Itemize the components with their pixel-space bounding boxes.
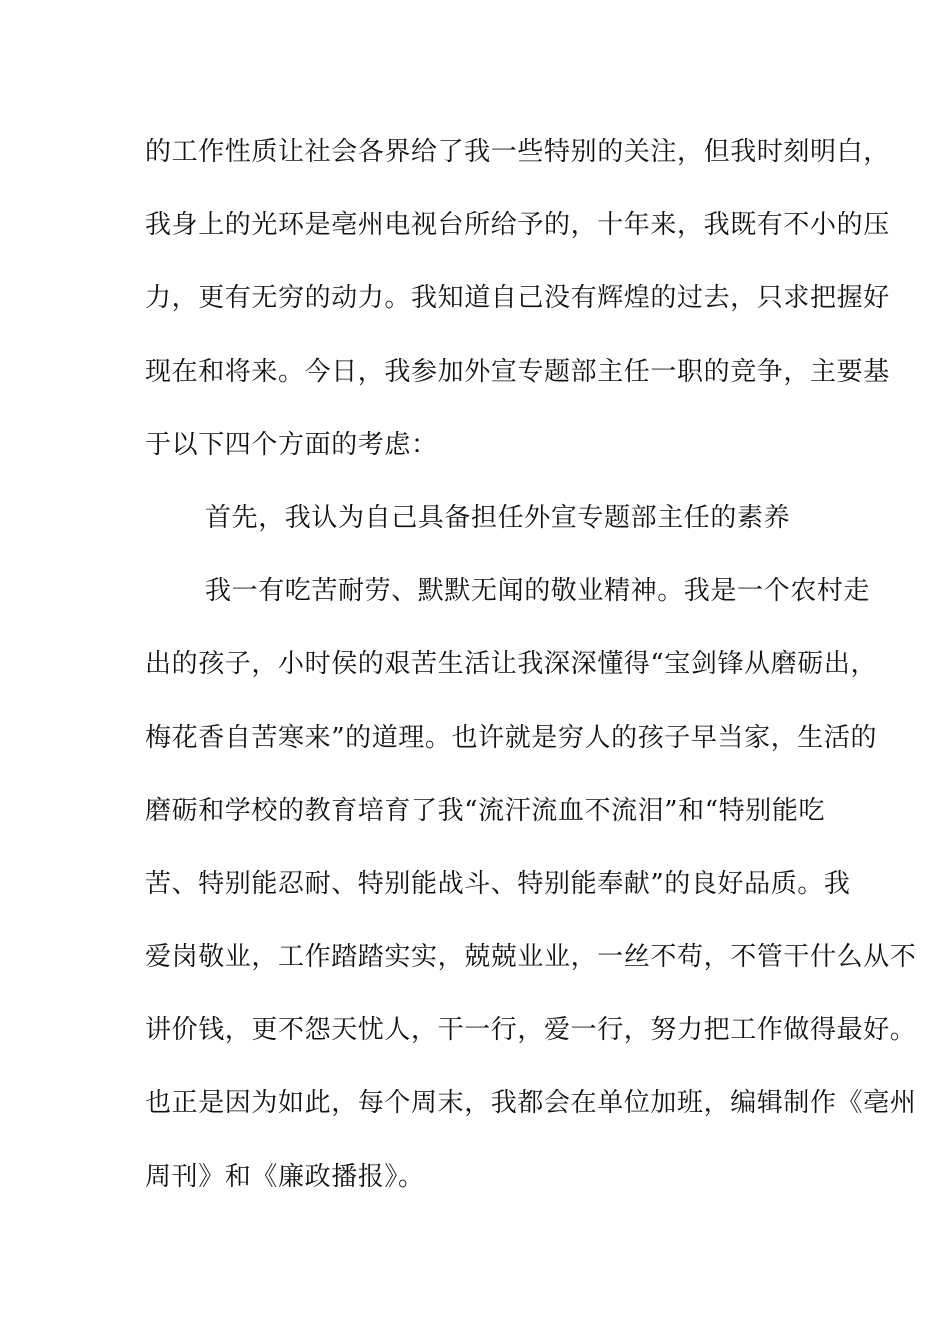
text-line: 磨砺和学校的教育培育了我“流汗流血不流泪”和“特别能吃	[145, 795, 826, 826]
text-line: 周刊》和《廉政播报》。	[145, 1161, 425, 1192]
text-line: 讲价钱，更不怨天忧人，干一行，爱一行，努力把工作做得最好。	[145, 1015, 917, 1046]
text-line: 出的孩子，小时侯的艰苦生活让我深深懂得“宝剑锋从磨砺出，	[145, 649, 878, 680]
text-line: 苦、特别能忍耐、特别能战斗、特别能奉献”的良好品质。我	[145, 868, 851, 899]
text-line: 爱岗敬业，工作踏踏实实，兢兢业业，一丝不苟，不管干什么从不	[145, 942, 917, 973]
text-line: 梅花香自苦寒来”的道理。也许就是穷人的孩子早当家，生活的	[145, 722, 878, 753]
paragraph-start-line: 我一有吃苦耐劳、默默无闻的敬业精神。我是一个农村走	[205, 576, 871, 607]
document-body	[145, 127, 917, 1225]
text-line: 现在和将来。今日，我参加外宣专题部主任一职的竞争，主要基	[145, 356, 890, 387]
text-line: 力，更有无穷的动力。我知道自己没有辉煌的过去，只求把握好	[145, 283, 890, 314]
section-heading: 首先，我认为自己具备担任外宣专题部主任的素养	[205, 502, 791, 533]
text-line: 的工作性质让社会各界给了我一些特别的关注，但我时刻明白，	[145, 137, 890, 167]
text-line: 也正是因为如此，每个周末，我都会在单位加班，编辑制作《亳州	[145, 1088, 917, 1119]
text-line: 我身上的光环是亳州电视台所给予的，十年来，我既有不小的压	[145, 210, 890, 241]
text-line: 于以下四个方面的考虑：	[145, 429, 438, 460]
